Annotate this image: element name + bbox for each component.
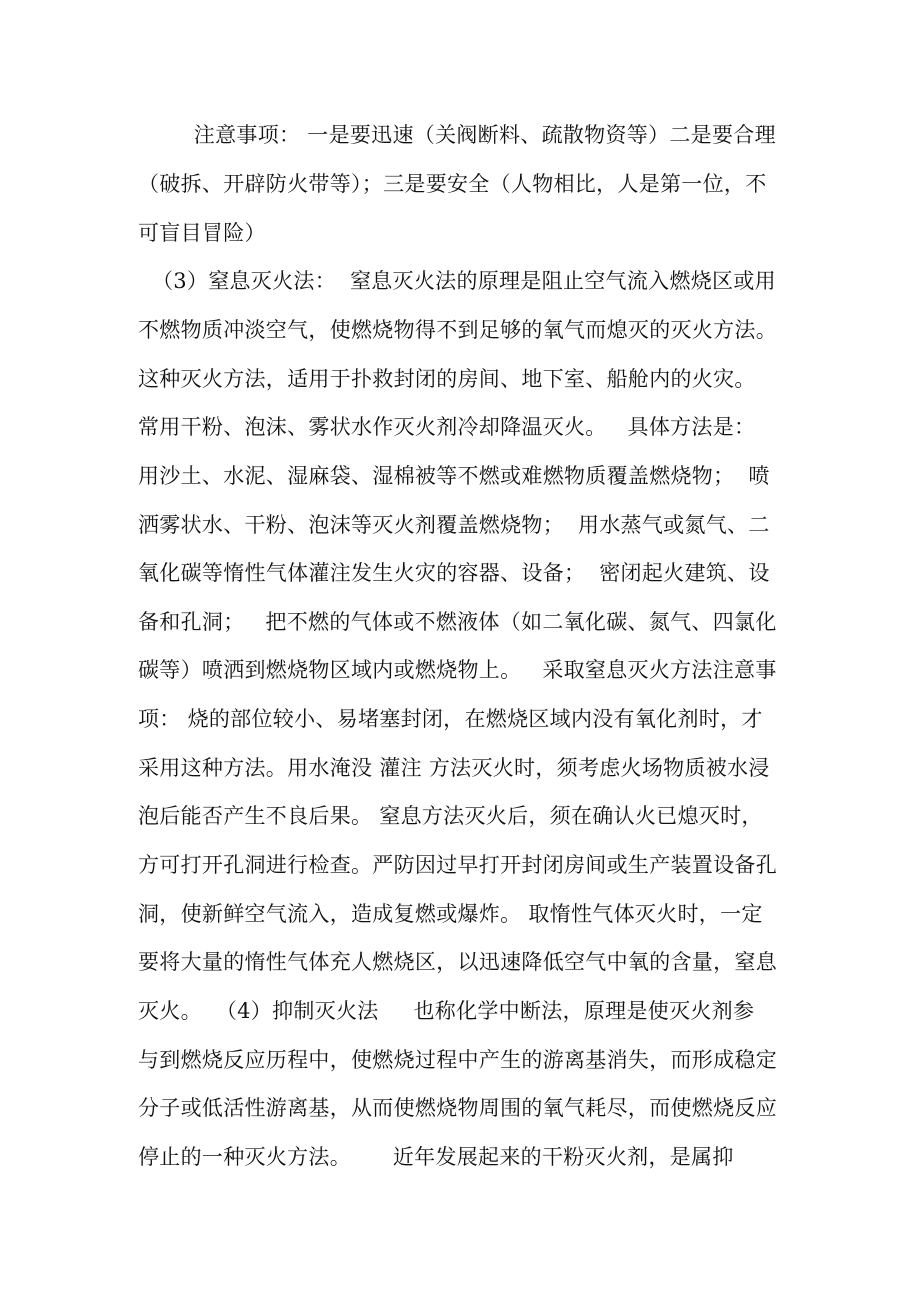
text-line: 这种灭火方法，适用于扑救封闭的房间、地下室、船舱内的火灾。 xyxy=(138,367,756,391)
text-line: （3）窒息灭火法： 窒息灭火法的原理是阻止空气流入燃烧区或用 xyxy=(138,269,776,293)
text-line: （破拆、开辟防火带等）；三是要安全（人物相比，人是第一位，不 xyxy=(138,172,767,196)
text-line: 要将大量的惰性气体充人燃烧区，以迅速降低空气中氧的含量，窒息 xyxy=(138,950,777,974)
text-line: 氧化碳等惰性气体灌注发生火灾的容器、设备； 密闭起火建筑、设 xyxy=(138,561,770,585)
text-line: 灭火。 （4）抑制灭火法 也称化学中断法，原理是使灭火剂参 xyxy=(138,999,755,1023)
text-line: 常用干粉、泡沫、雾状水作灭火剂冷却降温灭火。 具体方法是： xyxy=(138,415,756,439)
text-line: 停止的一种灭火方法。 近年发展起来的干粉灭火剂，是属抑 xyxy=(138,1145,734,1169)
text-line: 采用这种方法。用水淹没 灌注 方法灭火时，须考虑火场物质被水浸 xyxy=(138,756,770,780)
text-line: 分子或低活性游离基，从而使燃烧物周围的氧气耗尽，而使燃烧反应 xyxy=(138,1096,777,1120)
text-line: 不燃物质冲淡空气，使燃烧物得不到足够的氧气而熄灭的灭火方法。 xyxy=(138,318,777,342)
text-line: 碳等）喷洒到燃烧物区域内或燃烧物上。 采取窒息灭火方法注意事 xyxy=(138,658,777,682)
text-line: 洞，使新鲜空气流入，造成复燃或爆炸。 取惰性气体灭火时，一定 xyxy=(138,902,763,926)
text-line: 备和孔洞； 把不燃的气体或不燃液体（如二氧化碳、氮气、四氯化 xyxy=(138,610,777,634)
text-line: 泡后能否产生不良后果。 窒息方法灭火后，须在确认火已熄灭时， xyxy=(138,804,763,828)
text-line: 洒雾状水、干粉、泡沫等灭火剂覆盖燃烧物； 用水蒸气或氮气、二 xyxy=(138,513,770,537)
text-line: 用沙土、水泥、湿麻袋、湿棉被等不燃或难燃物质覆盖燃烧物； 喷 xyxy=(138,464,770,488)
text-line: 可盲目冒险） xyxy=(138,221,266,245)
text-line: 项： 烧的部位较小、易堵塞封闭，在燃烧区域内没有氧化剂时，才 xyxy=(138,707,763,731)
text-line: 与到燃烧反应历程中，使燃烧过程中产生的游离基消失，而形成稳定 xyxy=(138,1048,777,1072)
text-line: 方可打开孔洞进行检查。严防因过早打开封闭房间或生产装置设备孔 xyxy=(138,853,777,877)
text-line: 注意事项： 一是要迅速（关阀断料、疏散物资等）二是要合理 xyxy=(138,123,776,147)
